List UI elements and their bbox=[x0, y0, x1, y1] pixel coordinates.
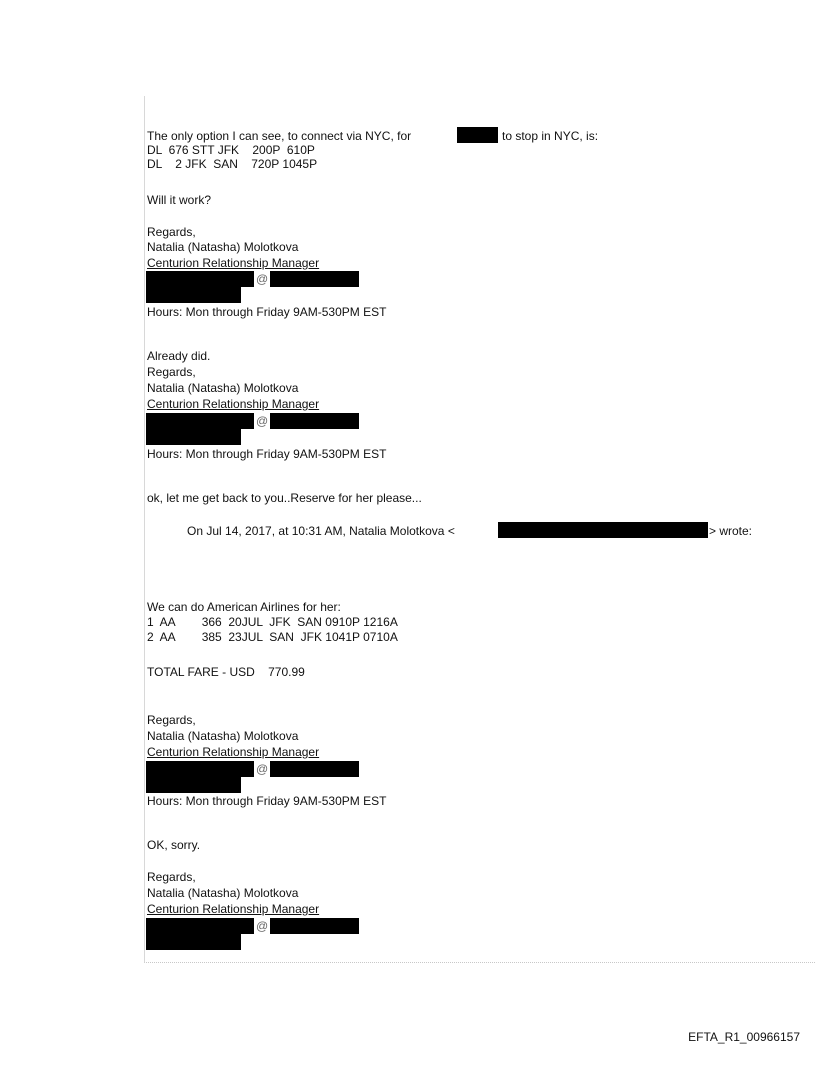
redaction-phone bbox=[146, 429, 241, 445]
total-fare: TOTAL FARE - USD 770.99 bbox=[147, 665, 305, 679]
redaction-email-domain bbox=[270, 271, 359, 287]
signature-name: Natalia (Natasha) Molotkova bbox=[147, 729, 299, 743]
reserve-request-text: ok, let me get back to you..Reserve for her please... bbox=[147, 491, 422, 505]
aa-segment-1: 1 AA 366 20JUL JFK SAN 0910P 1216A bbox=[147, 615, 398, 629]
email-at-sign: @ bbox=[256, 272, 269, 286]
question-text: Will it work? bbox=[147, 193, 212, 207]
signature-title: Centurion Relationship Manager bbox=[147, 256, 320, 270]
redaction-email-user bbox=[146, 918, 254, 934]
signature-regards: Regards, bbox=[147, 365, 196, 379]
sorry-text: OK, sorry. bbox=[147, 838, 201, 852]
redaction-email-domain bbox=[270, 761, 359, 777]
already-did-text: Already did. bbox=[147, 349, 211, 363]
signature-regards: Regards, bbox=[147, 870, 196, 884]
signature-hours: Hours: Mon through Friday 9AM-530PM EST bbox=[147, 305, 387, 319]
document-id: EFTA_R1_00966157 bbox=[688, 1030, 800, 1044]
signature-name: Natalia (Natasha) Molotkova bbox=[147, 381, 299, 395]
signature-title: Centurion Relationship Manager bbox=[147, 902, 320, 916]
signature-hours: Hours: Mon through Friday 9AM-530PM EST bbox=[147, 447, 387, 461]
redaction-email-domain bbox=[270, 413, 359, 429]
quoted-header-end: > wrote: bbox=[709, 524, 753, 538]
redaction-email-user bbox=[146, 271, 254, 287]
intro-line: The only option I can see, to connect via NYC, for bbox=[147, 129, 412, 143]
email-at-sign: @ bbox=[256, 762, 269, 776]
aa-segment-2: 2 AA 385 23JUL SAN JFK 1041P 0710A bbox=[147, 630, 398, 644]
signature-title: Centurion Relationship Manager bbox=[147, 745, 320, 759]
redaction-email-domain bbox=[270, 918, 359, 934]
redaction-email-user bbox=[146, 413, 254, 429]
signature-title: Centurion Relationship Manager bbox=[147, 397, 320, 411]
redaction-name bbox=[457, 127, 498, 143]
signature-hours: Hours: Mon through Friday 9AM-530PM EST bbox=[147, 794, 387, 808]
redaction-phone bbox=[146, 287, 241, 303]
flight-line-2: DL 2 JFK SAN 720P 1045P bbox=[147, 157, 318, 171]
signature-regards: Regards, bbox=[147, 713, 196, 727]
flight-line-1: DL 676 STT JFK 200P 610P bbox=[147, 143, 315, 157]
redaction-email-user bbox=[146, 761, 254, 777]
american-intro: We can do American Airlines for her: bbox=[147, 600, 341, 614]
redaction-email-address bbox=[498, 522, 708, 538]
redaction-phone bbox=[146, 934, 241, 950]
email-at-sign: @ bbox=[256, 919, 269, 933]
signature-regards: Regards, bbox=[147, 225, 196, 239]
intro-line-end: to stop in NYC, is: bbox=[502, 129, 599, 143]
signature-name: Natalia (Natasha) Molotkova bbox=[147, 240, 299, 254]
redaction-phone bbox=[146, 777, 241, 793]
quoted-header-start: On Jul 14, 2017, at 10:31 AM, Natalia Molotkova < bbox=[187, 524, 455, 538]
signature-name: Natalia (Natasha) Molotkova bbox=[147, 886, 299, 900]
email-at-sign: @ bbox=[256, 414, 269, 428]
